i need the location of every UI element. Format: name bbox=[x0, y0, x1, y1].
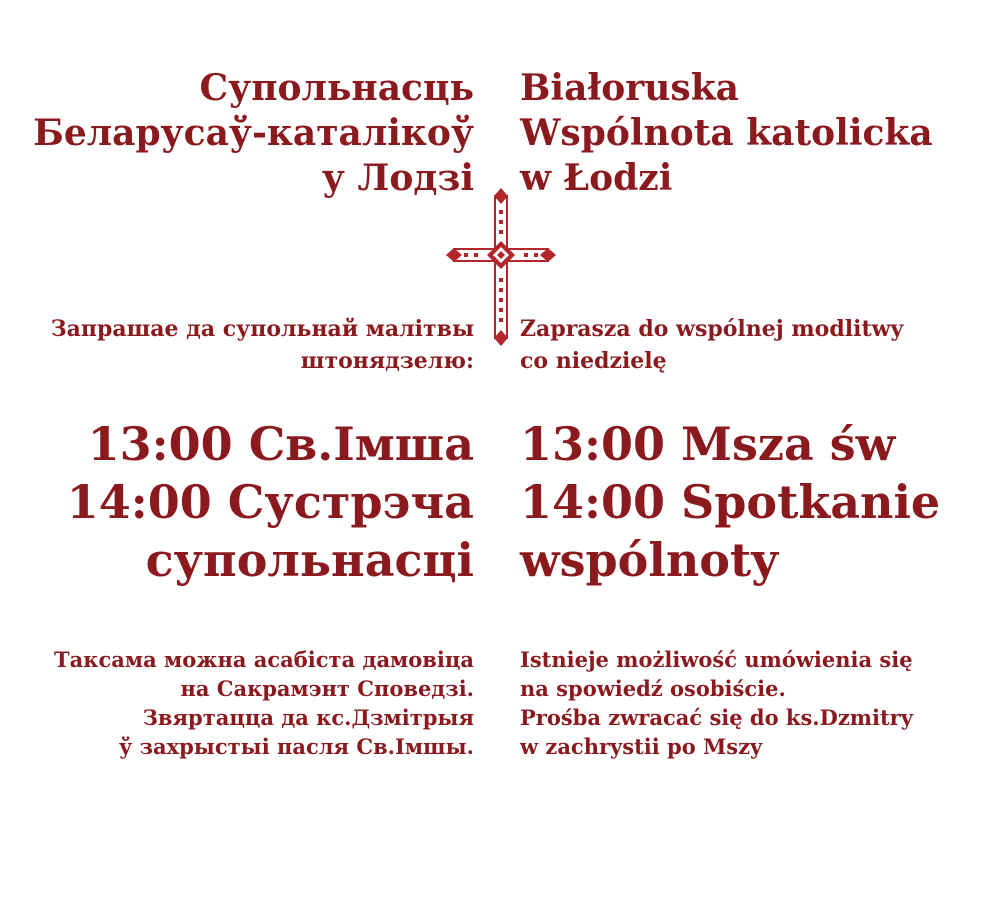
be-title-line: Супольнасць bbox=[199, 67, 474, 109]
pl-schedule-line: 14:00 Spotkanie bbox=[520, 475, 941, 529]
be-invitation-line: штонядзелю: bbox=[300, 348, 474, 374]
pl-invitation-line: Zaprasza do wspólnej modlitwy bbox=[520, 316, 904, 342]
pl-title bbox=[520, 66, 933, 201]
be-title-line: Беларусаў-каталікоў bbox=[33, 112, 474, 154]
pl-title-line: Wspólnota katolicka bbox=[520, 112, 933, 154]
pl-invitation bbox=[520, 313, 903, 377]
pl-note-line: na spowiedź osobiście. bbox=[520, 676, 786, 701]
be-invitation bbox=[51, 313, 474, 377]
pl-schedule bbox=[520, 415, 940, 589]
be-schedule-line: 13:00 Св.Імша bbox=[87, 417, 474, 471]
be-title-line: у Лодзі bbox=[321, 157, 474, 199]
pl-note-line: Prośba zwracać się do ks.Dzmitry bbox=[520, 705, 913, 730]
pl-title-line: w Łodzi bbox=[520, 157, 673, 199]
be-invitation-line: Запрашае да супольнай малітвы bbox=[50, 316, 474, 342]
be-schedule bbox=[67, 415, 474, 589]
pl-schedule-line: wspólnoty bbox=[520, 533, 778, 587]
be-note-line: на Сакрамэнт Споведзі. bbox=[180, 676, 474, 701]
pl-note-line: w zachrystii po Mszy bbox=[520, 734, 763, 759]
be-confession-note bbox=[54, 645, 474, 761]
embroidered-cross-icon bbox=[446, 188, 556, 346]
pl-schedule-line: 13:00 Msza św bbox=[520, 417, 896, 471]
be-schedule-line: супольнасці bbox=[145, 533, 474, 587]
pl-invitation-line: co niedzielę bbox=[520, 348, 667, 374]
be-title bbox=[33, 66, 474, 201]
be-note-line: Таксама можна асабіста дамовіца bbox=[54, 647, 474, 672]
pl-note-line: Istnieje możliwość umówienia się bbox=[520, 647, 913, 672]
be-schedule-line: 14:00 Сустрэча bbox=[66, 475, 474, 529]
pl-confession-note bbox=[520, 645, 913, 761]
be-note-line: ў захрыстыі пасля Св.Імшы. bbox=[118, 734, 474, 759]
be-note-line: Звяртацца да кс.Дзмітрыя bbox=[142, 705, 474, 730]
pl-title-line: Białoruska bbox=[520, 67, 739, 109]
